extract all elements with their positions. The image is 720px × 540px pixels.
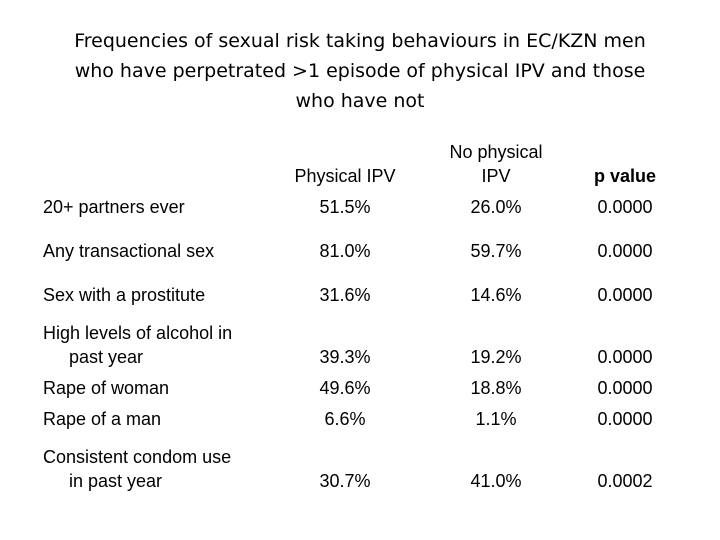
column-header-p-value	[575, 164, 675, 188]
row-label-rape-man-text: Rape of a man	[43, 409, 162, 429]
cell-prostitute-no-physical-ipv: 14.6%	[470, 285, 522, 305]
cell-20-partners-p-value: 0.0000	[597, 197, 653, 217]
column-header-physical-ipv	[285, 164, 405, 188]
row-label-alcohol-line-1: High levels of alcohol in	[43, 323, 233, 343]
cell-alcohol-physical-ipv: 39.3%	[319, 347, 371, 367]
column-header-no-physical-ipv	[436, 140, 556, 188]
row-label-transactional-sex	[43, 239, 214, 263]
cell-rape-man-no-physical-ipv: 1.1%	[475, 409, 517, 429]
cell-condom-use-physical-ipv: 30.7%	[319, 471, 371, 491]
cell-rape-man-p-value: 0.0000	[597, 409, 653, 429]
row-label-condom-use	[43, 445, 231, 493]
title-line-2: who have perpetrated >1 episode of physical IPV and those	[74, 60, 646, 82]
cell-rape-woman-no-physical-ipv: 18.8%	[470, 378, 522, 398]
title-line-1: Frequencies of sexual risk taking behaviours in EC/KZN men	[74, 30, 646, 52]
cell-transactional-sex-physical-ipv: 81.0%	[319, 241, 371, 261]
cell-transactional-sex-no-physical-ipv: 59.7%	[470, 241, 522, 261]
cell-alcohol-p-value: 0.0000	[597, 347, 653, 367]
column-header-physical-ipv-label: Physical IPV	[294, 166, 396, 186]
row-label-alcohol-line-2: past year	[69, 347, 144, 367]
cell-alcohol-no-physical-ipv: 19.2%	[470, 347, 522, 367]
row-label-rape-woman-text: Rape of woman	[43, 378, 170, 398]
cell-20-partners-physical-ipv: 51.5%	[319, 197, 371, 217]
cell-rape-man-physical-ipv: 6.6%	[324, 409, 366, 429]
row-label-rape-man	[43, 407, 161, 431]
title-line-3: who have not	[295, 90, 425, 112]
cell-condom-use-p-value: 0.0002	[597, 471, 653, 491]
row-label-alcohol	[43, 321, 232, 369]
column-header-no-physical-ipv-line-1: No physical	[449, 142, 543, 162]
row-label-transactional-sex-text: Any transactional sex	[43, 241, 215, 261]
row-label-20-partners-text: 20+ partners ever	[43, 197, 185, 217]
cell-prostitute-physical-ipv: 31.6%	[319, 285, 371, 305]
row-label-prostitute-text: Sex with a prostitute	[43, 285, 206, 305]
cell-rape-woman-physical-ipv: 49.6%	[319, 378, 371, 398]
row-label-condom-use-line-2: in past year	[69, 471, 163, 491]
slide-title	[40, 26, 680, 116]
row-label-20-partners	[43, 195, 185, 219]
column-header-no-physical-ipv-line-2: IPV	[481, 166, 511, 186]
cell-rape-woman-p-value: 0.0000	[597, 378, 653, 398]
row-label-rape-woman	[43, 376, 169, 400]
cell-transactional-sex-p-value: 0.0000	[597, 241, 653, 261]
row-label-condom-use-line-1: Consistent condom use	[43, 447, 232, 467]
cell-20-partners-no-physical-ipv: 26.0%	[470, 197, 522, 217]
row-label-prostitute	[43, 283, 205, 307]
column-header-p-value-label: p value	[593, 166, 657, 186]
cell-condom-use-no-physical-ipv: 41.0%	[470, 471, 522, 491]
cell-prostitute-p-value: 0.0000	[597, 285, 653, 305]
